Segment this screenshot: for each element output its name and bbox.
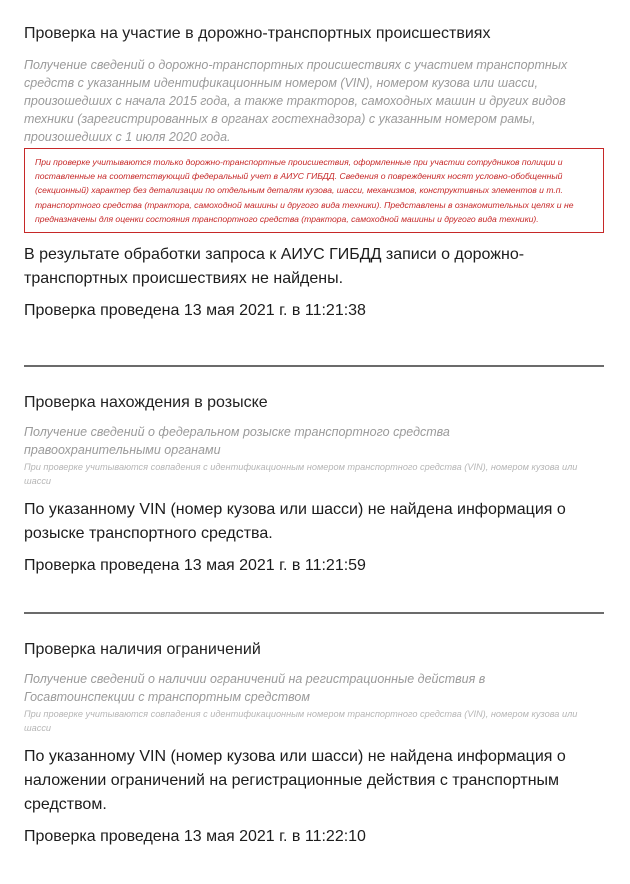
restrictions-check-section (24, 640, 604, 848)
dtp-check-section (24, 24, 604, 322)
check-timestamp: Проверка проведена 13 мая 2021 г. в 11:21:59 (24, 557, 366, 574)
section-divider (24, 612, 604, 614)
section-note: При проверке учитываются совпадения с идентификационным номером транспортного средства (VIN), номером кузова или шасси (24, 709, 578, 733)
wanted-check-section (24, 393, 604, 577)
section-title: Проверка на участие в дорожно-транспортных происшествиях (24, 25, 491, 42)
section-note: При проверке учитываются совпадения с идентификационным номером транспортного средства (VIN), номером кузова или шасси (24, 462, 578, 486)
check-result: В результате обработки запроса к АИУС ГИБДД записи о дорожно-транспортных происшествиях не найдены. (24, 246, 525, 288)
check-result: По указанному VIN (номер кузова или шасси) не найдена информация о наложении ограничений на регистрационные действия с транспортным средством. (24, 748, 566, 813)
warning-box: При проверке учитываются только дорожно-транспортные происшествия, оформленные при участии сотрудников полиции и поставленные на соответствующий федеральный учет в АИУС ГИБДД. Сведения о повреждениях носят условно-обобщенный (секционный) характер без детализации по отдельным деталям кузова, шасси, механизмов, конструктивных элементов и т.п. транспортного средства (трактора, самоходной машины и другого вида техники). Представлены в ознакомительных целях и не предназначены для оценки состояния транспортного средства (трактора, самоходной машины и другого вида техники). (24, 148, 604, 233)
check-timestamp: Проверка проведена 13 мая 2021 г. в 11:21:38 (24, 302, 366, 320)
section-title: Проверка нахождения в розыске (24, 394, 268, 411)
section-description: Получение сведений о наличии ограничений на регистрационные действия в Госавтоинспекции с транспортным средством (24, 672, 486, 704)
section-description: Получение сведений о федеральном розыске транспортного средства правоохранительными органами (24, 425, 450, 457)
check-result: По указанному VIN (номер кузова или шасси) не найдена информация о розыске транспортного средства. (24, 501, 566, 542)
section-title: Проверка наличия ограничений (24, 641, 261, 658)
section-description: Получение сведений о дорожно-транспортных происшествиях с участием транспортных средств с указанным идентификационным номером (VIN), номером кузова или шасси, произошедших с начала 2015 года, а также тракторов, самоходных машин и других видов техники (зарегистрированных в органах гостехнадзора) с указанным номером рамы, произошедших с 1 июля 2020 года. (24, 58, 568, 144)
section-divider (24, 365, 604, 367)
check-timestamp: Проверка проведена 13 мая 2021 г. в 11:22:10 (24, 828, 366, 845)
